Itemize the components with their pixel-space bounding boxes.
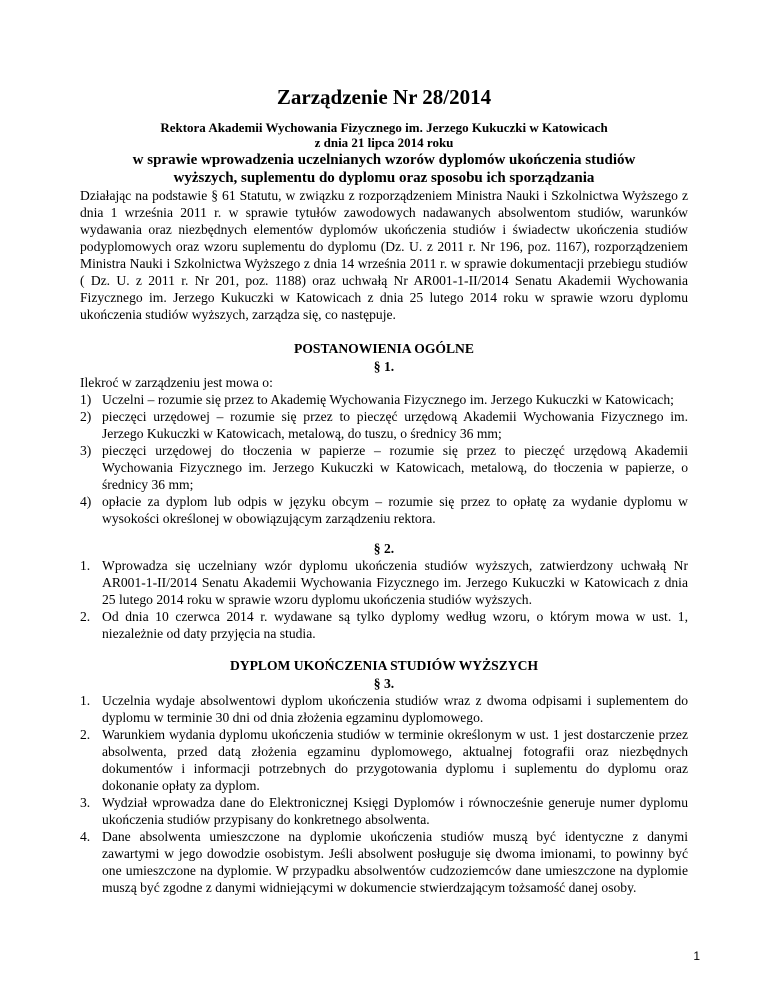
list-item (80, 408, 688, 442)
paragraph-label-3: § 3. (373, 676, 395, 691)
paragraph-2-list (80, 557, 688, 642)
list-item-text: Uczelnia wydaje absolwentowi dyplom ukończenia studiów wraz z dwoma odpisami i suplementem do dyplomu w terminie 30 dni od dnia złożenia egzaminu dyplomowego. (102, 693, 688, 725)
list-item-number: 4) (80, 494, 92, 509)
list-item-text: Wydział wprowadza dane do Elektronicznej Księgi Dyplomów i równocześnie generuje numer dyplomu ukończenia studiów przypisany do konkretnego absolwenta. (102, 795, 688, 827)
list-item (80, 442, 688, 493)
list-item-number: 2. (80, 727, 91, 742)
list-item-text: pieczęci urzędowej – rozumie się przez to pieczęć urzędową Akademii Wychowania Fizycznego im. Jerzego Kukuczki w Katowicach, metalową, do tuszu, o średnicy 36 mm; (102, 409, 688, 441)
list-item-text: Warunkiem wydania dyplomu ukończenia studiów w terminie określonym w ust. 1 jest dostarczenie przez absolwenta, przed datą złożenia egzaminu dyplomowego, aktualnej fotografii oraz niezbędnych dokumentów i informacji potrzebnych do przygotowania dyplomu i suplementu do dyplomu oraz dokonanie opłaty za dyplom. (102, 727, 688, 793)
list-item (80, 726, 688, 794)
list-item (80, 794, 688, 828)
list-item-text: Uczelni – rozumie się przez to Akademię Wychowania Fizycznego im. Jerzego Kukuczki w Katowicach; (102, 392, 674, 407)
list-item-text: Dane absolwenta umieszczone na dyplomie ukończenia studiów muszą być identyczne z danymi zawartymi w jego dowodzie osobistym. Jeśli absolwent posługuje się dwoma imionami, to powinny być one umieszczone na dyplomie. W przypadku absolwentów cudzoziemców dane umieszczone na dyplomie muszą być zgodne z danymi widniejącymi w dokumencie stwierdzającym tożsamość danej osoby. (102, 829, 688, 895)
list-item-number: 1. (80, 558, 91, 573)
intro-paragraph: Działając na podstawie § 61 Statutu, w związku z rozporządzeniem Ministra Nauki i Szkolnictwa Wyższego z dnia 1 września 2011 r. w sprawie tytułów zawodowych nadawanych absolwentom studiów, warunków wydawania oraz niezbędnych elementów dyplomów ukończenia studiów i świadectw ukończenia studiów podyplomowych oraz wzoru suplementu do dyplomu (Dz. U. z 2011 r. Nr 196, poz. 1167), rozporządzeniem Ministra Nauki i Szkolnictwa Wyższego z dnia 14 września 2011 r. w sprawie dokumentacji przebiegu studiów ( Dz. U. z 2011 r. Nr 201, poz. 1188) oraz uchwałą Nr AR001-1-II/2014 Senatu Akademii Wychowania Fizycznego im. Jerzego Kukuczki w Katowicach z dnia 25 lutego 2014 roku w sprawie wzoru dyplomu ukończenia studiów wyższych, zarządza się, co następuje. (80, 188, 688, 322)
list-item-number: 3. (80, 795, 91, 810)
list-item (80, 828, 688, 896)
list-item-number: 2) (80, 409, 92, 424)
list-item-number: 2. (80, 609, 91, 624)
list-item-text: Od dnia 10 czerwca 2014 r. wydawane są tylko dyplomy według wzoru, o którym mowa w ust. 1, niezależnie od daty przyjęcia na studia. (102, 609, 688, 641)
list-item-number: 1) (80, 392, 92, 407)
list-item-number: 1. (80, 693, 91, 708)
section-heading-diploma: DYPLOM UKOŃCZENIA STUDIÓW WYŻSZYCH (229, 658, 539, 673)
page-number: 1 (693, 949, 700, 963)
paragraph-label-2: § 2. (373, 541, 395, 556)
document-subject: w sprawie wprowadzenia uczelnianych wzorów dyplomów ukończenia studiów wyższych, suplementu do dyplomu oraz sposobu ich sporządzania (132, 152, 636, 186)
list-item-number: 3) (80, 443, 92, 458)
list-item (80, 391, 688, 408)
list-item-text: Wprowadza się uczelniany wzór dyplomu ukończenia studiów wyższych, zatwierdzony uchwałą Nr AR001-1-II/2014 Senatu Akademii Wychowania Fizycznego im. Jerzego Kukuczki w Katowicach z dnia 25 lutego 2014 roku w sprawie wzoru dyplomu ukończenia studiów wyższych. (102, 558, 688, 607)
list-item (80, 692, 688, 726)
document-date: z dnia 21 lipca 2014 roku (314, 135, 454, 150)
paragraph-label-1: § 1. (373, 359, 395, 374)
paragraph-1-lead: Ilekroć w zarządzeniu jest mowa o: (80, 375, 273, 390)
document-issuer: Rektora Akademii Wychowania Fizycznego im. Jerzego Kukuczki w Katowicach (160, 120, 608, 135)
paragraph-3-list (80, 692, 688, 896)
document-title: Zarządzenie Nr 28/2014 (276, 85, 492, 109)
list-item-text: pieczęci urzędowej do tłoczenia w papierze – rozumie się przez to pieczęć urzędową Akademii Wychowania Fizycznego im. Jerzego Kukuczki w Katowicach, metalową, do tłoczenia w papierze, o średnicy 36 mm; (102, 443, 688, 492)
list-item (80, 493, 688, 527)
section-heading-general: POSTANOWIENIA OGÓLNE (294, 341, 474, 356)
list-item-number: 4. (80, 829, 91, 844)
paragraph-1-list (80, 391, 688, 527)
list-item (80, 557, 688, 608)
list-item (80, 608, 688, 642)
list-item-text: opłacie za dyplom lub odpis w języku obcym – rozumie się przez to opłatę za wydanie dyplomu w wysokości określonej w obowiązującym zarządzeniu rektora. (102, 494, 688, 526)
